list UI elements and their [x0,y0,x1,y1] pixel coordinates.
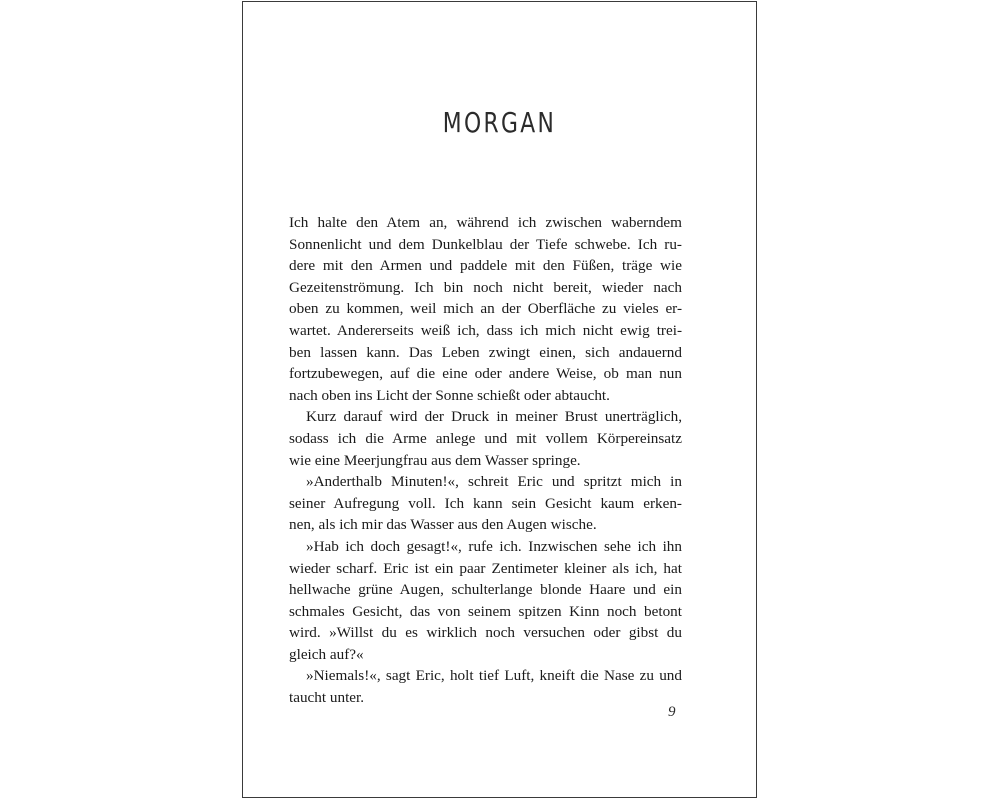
text-line: wird. »Willst du es wirklich noch versuchen oder gibst du [289,624,682,642]
text-line: »Niemals!«, sagt Eric, holt tief Luft, kneift die Nase zu und [306,667,682,685]
text-line: schmales Gesicht, das von seinem spitzen Kinn noch betont [289,602,682,620]
text-line: wie eine Meerjungfrau aus dem Wasser springe. [289,451,581,469]
text-line: »Hab ich doch gesagt!«, rufe ich. Inzwischen sehe ich ihn [306,537,682,555]
text-line: Ich halte den Atem an, während ich zwischen waberndem [289,214,682,231]
book-page [242,1,757,798]
text-line: dere mit den Armen und paddele mit den Füßen, träge wie [289,257,682,275]
text-line: seiner Aufregung voll. Ich kann sein Gesicht kaum erken- [289,494,682,512]
text-line: wartet. Andererseits weiß ich, dass ich mich nicht ewig trei- [289,321,682,339]
text-line: wieder scharf. Eric ist ein paar Zentimeter kleiner als ich, hat [289,559,682,577]
chapter-title: MORGAN [442,106,557,139]
text-line: nen, als ich mir das Wasser aus den Augen wische. [289,516,597,534]
body-text [289,212,682,709]
paragraph [289,665,682,708]
text-line: oben zu kommen, weil mich an der Oberfläche zu vieles er- [289,300,682,318]
text-line: Kurz darauf wird der Druck in meiner Brust unerträglich, [306,408,682,426]
text-line: fortzubewegen, auf die eine oder andere Weise, ob man nun [289,365,682,383]
page-number: 9 [668,704,676,720]
text-line: gleich auf?« [289,645,364,663]
text-line: Sonnenlicht und dem Dunkelblau der Tiefe schwebe. Ich ru- [289,235,682,253]
paragraph [289,536,682,666]
text-line: ben lassen kann. Das Leben zwingt einen, sich andauernd [289,343,682,361]
text-line: taucht unter. [289,689,365,707]
paragraph [289,406,682,471]
text-line: sodass ich die Arme anlege und mit vollem Körpereinsatz [289,429,682,447]
text-line: Gezeitenströmung. Ich bin noch nicht bereit, wieder nach [289,278,682,296]
text-line: nach oben ins Licht der Sonne schießt oder abtaucht. [289,386,610,404]
paragraph [289,471,682,536]
text-line: hellwache grüne Augen, schulterlange blonde Haare und ein [289,581,682,599]
paragraph [289,212,682,406]
text-line: »Anderthalb Minuten!«, schreit Eric und spritzt mich in [306,473,682,491]
